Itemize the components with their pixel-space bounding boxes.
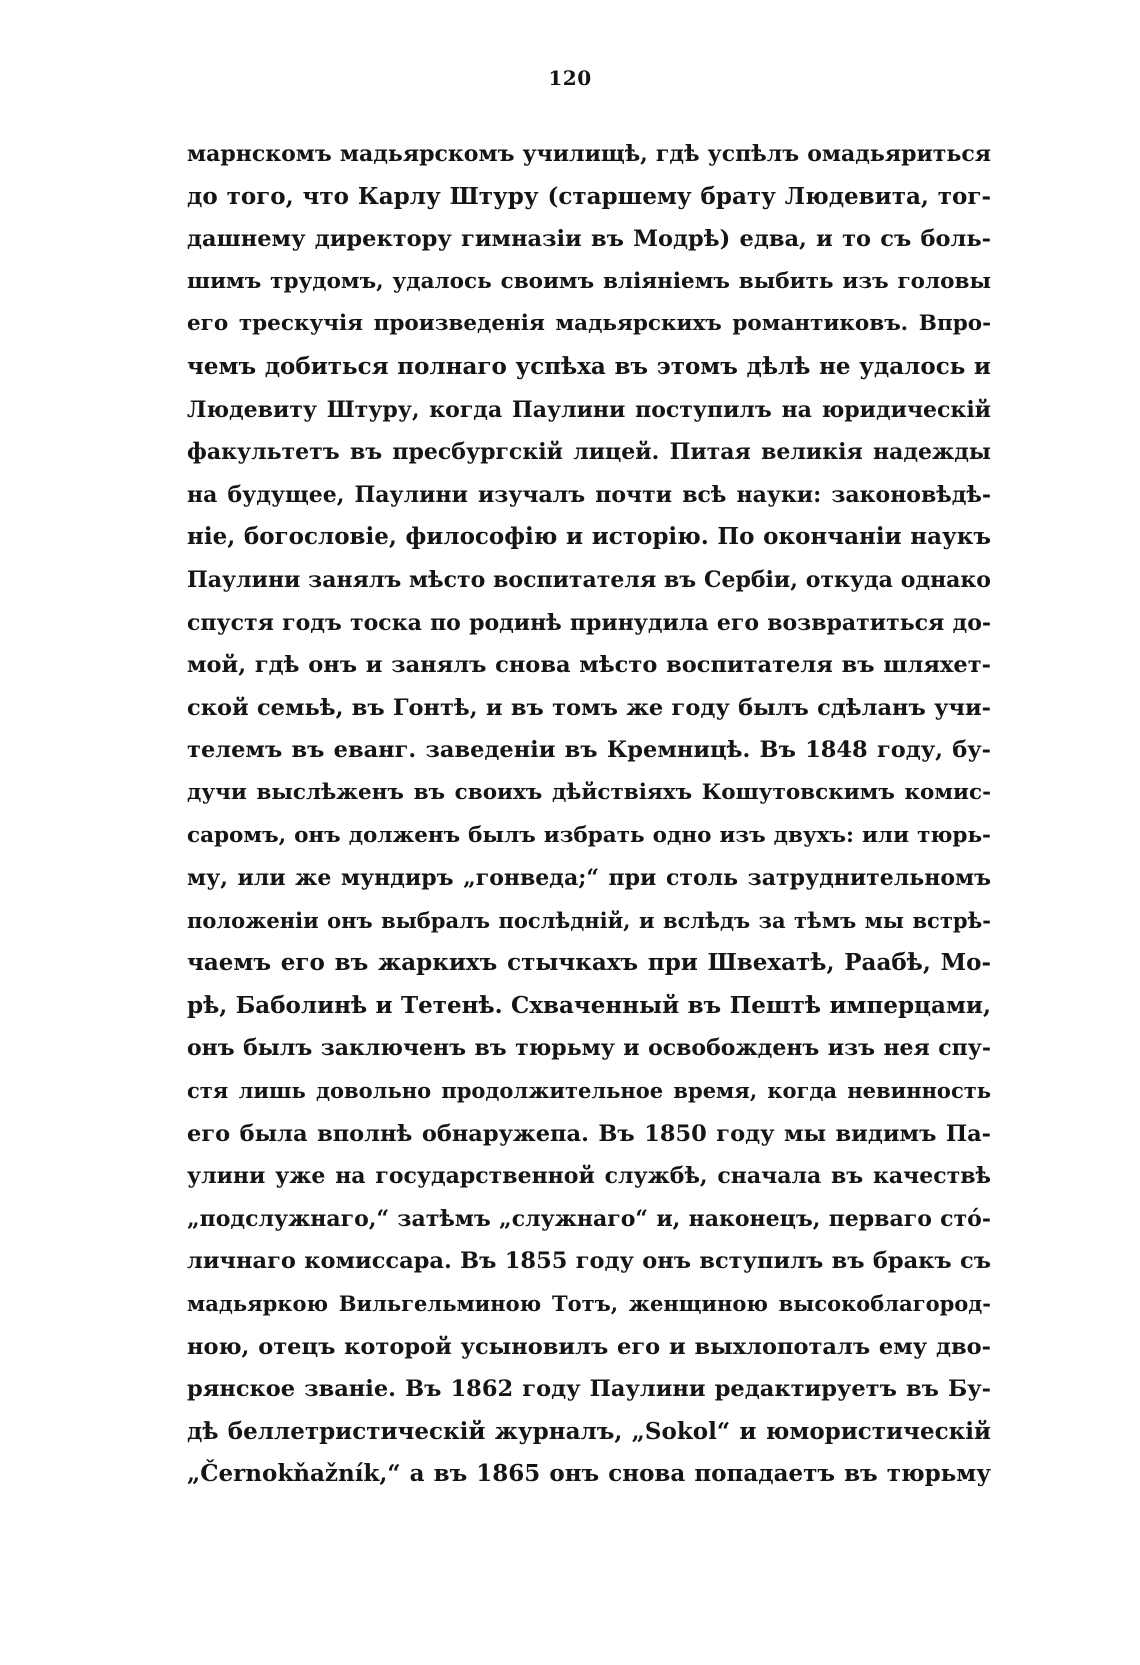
page-number: 120	[548, 66, 592, 90]
text-line: Паулини занялъ мѣсто воспитателя въ Сербіи, откуда однако	[187, 566, 991, 593]
text-line: спустя годъ тоска по родинѣ принудила его возвратиться до-	[187, 609, 991, 636]
text-line: мадьяркою Вильгельминою Тотъ, женщиною высокоблагород-	[187, 1291, 991, 1317]
text-line: личнаго комиссара. Въ 1855 году онъ вступилъ въ бракъ съ	[187, 1248, 991, 1275]
text-line: чаемъ его въ жаркихъ стычкахъ при Швехатѣ, Раабѣ, Мо-	[187, 949, 991, 977]
text-line: до того, что Карлу Штуру (старшему брату Людевита, тог-	[187, 182, 991, 210]
text-line: рянское званіе. Въ 1862 году Паулини редактируетъ въ Бу-	[187, 1376, 991, 1403]
text-line: шимъ трудомъ, удалось своимъ вліяніемъ выбить изъ головы	[187, 268, 991, 294]
text-line: му, или же мундиръ „гонведа;“ при столь затруднительномъ	[187, 865, 991, 892]
text-line: телемъ въ еванг. заведеніи въ Кремницѣ. Въ 1848 году, бу-	[187, 737, 991, 764]
text-line: Людевиту Штуру, когда Паулини поступилъ на юридическій	[187, 396, 991, 423]
text-line: факультетъ въ пресбургскій лицей. Питая великія надежды	[187, 439, 991, 466]
text-line: стя лишь довольно продолжительное время, когда невинность	[187, 1078, 991, 1104]
text-line: рѣ, Баболинѣ и Тетенѣ. Схваченный въ Пештѣ имперцами,	[187, 991, 991, 1019]
text-line: его была вполнѣ обнаружепа. Въ 1850 году мы видимъ Па-	[187, 1120, 991, 1147]
text-line: его трескучія произведенія мадьярскихъ романтиковъ. Впро-	[187, 311, 991, 337]
text-line: дашнему директору гимназіи въ Модрѣ) едва, и то съ боль-	[187, 226, 991, 253]
text-line: „Černokňažník,“ а въ 1865 онъ снова попадаетъ въ тюрьму	[187, 1460, 991, 1488]
text-line: саромъ, онъ долженъ былъ избрать одно изъ двухъ: или тюрь-	[187, 822, 991, 848]
text-line: ской семьѣ, въ Гонтѣ, и въ томъ же году былъ сдѣланъ учи-	[187, 694, 991, 721]
text-line: ною, отецъ которой усыновилъ его и выхлопоталъ ему дво-	[187, 1333, 991, 1360]
text-line: положеніи онъ выбралъ послѣдній, и вслѣдъ за тѣмъ мы встрѣ-	[187, 907, 991, 933]
text-line: ніе, богословіе, философію и исторію. По окончаніи наукъ	[187, 523, 991, 551]
text-line: онъ былъ заключенъ въ тюрьму и освобожденъ изъ нея спу-	[187, 1035, 991, 1062]
text-line: марнскомъ мадьярскомъ училищѣ, гдѣ успѣлъ омадьяриться	[187, 141, 991, 167]
text-line: на будущее, Паулини изучалъ почти всѣ науки: законовѣдѣ-	[187, 481, 991, 508]
text-line: мой, гдѣ онъ и занялъ снова мѣсто воспитателя въ шляхет-	[187, 652, 991, 679]
body-text	[187, 133, 991, 1496]
text-line: чемъ добиться полнаго успѣха въ этомъ дѣлѣ не удалось и	[187, 352, 991, 380]
text-line: дучи выслѣженъ въ своихъ дѣйствіяхъ Кошутовскимъ комис-	[187, 779, 991, 805]
text-line: дѣ беллетристическій журналъ, „Sokol“ и юмористическій	[187, 1417, 991, 1445]
text-line: „подслужнаго,“ затѣмъ „служнаго“ и, наконецъ, перваго сто́-	[187, 1205, 991, 1232]
text-line: улини уже на государственной службѣ, сначала въ качествѣ	[187, 1163, 991, 1190]
